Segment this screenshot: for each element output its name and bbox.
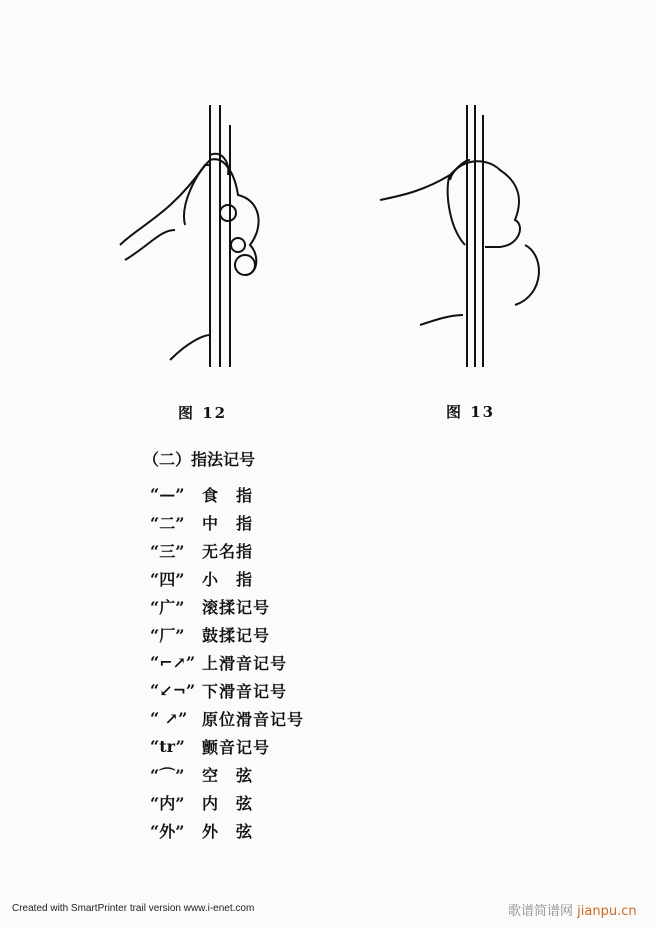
notation-item [150,649,287,675]
notation-symbol: “↙¬” [150,680,196,700]
notation-symbol: “⌐↗” [150,652,196,672]
notation-item [150,621,270,647]
notation-item [150,537,253,563]
notation-item [150,565,253,591]
notation-item [150,509,253,535]
notation-meaning: 食 指 [202,485,254,505]
notation-meaning: 中 指 [202,513,254,533]
watermark [508,900,637,919]
notation-item [150,677,287,703]
notation-meaning: 上滑音记号 [202,653,288,673]
notation-meaning: 空 弦 [202,765,254,785]
notation-meaning: 无名指 [202,541,254,561]
notation-item [150,481,253,507]
notation-symbol: “ ↗” [150,708,188,728]
figure-13-caption: 图 13 [446,403,496,421]
notation-symbol: “厂” [150,625,185,645]
notation-item [150,789,253,815]
notation-meaning: 鼓揉记号 [202,625,271,645]
notation-symbol: “tr” [150,736,185,756]
figure-12-caption: 图 12 [178,404,228,422]
notation-symbol: “四” [150,569,185,589]
notation-symbol: “外” [150,821,185,841]
figure-12-hand-illustration [110,105,290,370]
section-heading: （二）指法记号 [143,450,256,469]
notation-meaning: 外 弦 [202,821,254,841]
notation-item [150,817,253,843]
notation-meaning: 原位滑音记号 [202,709,305,729]
figure-13-hand-illustration [375,105,555,370]
notation-item [150,761,253,787]
notation-meaning: 颤音记号 [202,737,271,757]
watermark-cn: 歌谱简谱网 [508,904,574,919]
notation-meaning: 下滑音记号 [202,681,288,701]
notation-item [150,733,270,759]
watermark-en: jianpu.cn [577,904,637,919]
notation-meaning: 小 指 [202,569,254,589]
notation-symbol: “—” [150,484,185,504]
footer-text: Created with SmartPrinter trail version www.i-enet.com [12,903,255,914]
notation-meaning: 内 弦 [202,793,254,813]
notation-symbol: “广” [150,597,185,617]
notation-symbol: “二” [150,513,185,533]
notation-item [150,705,304,731]
notation-symbol: “⌒” [150,765,185,785]
notation-meaning: 滚揉记号 [202,597,271,617]
notation-item [150,593,270,619]
notation-symbol: “三” [150,541,185,561]
notation-symbol: “内” [150,793,185,813]
